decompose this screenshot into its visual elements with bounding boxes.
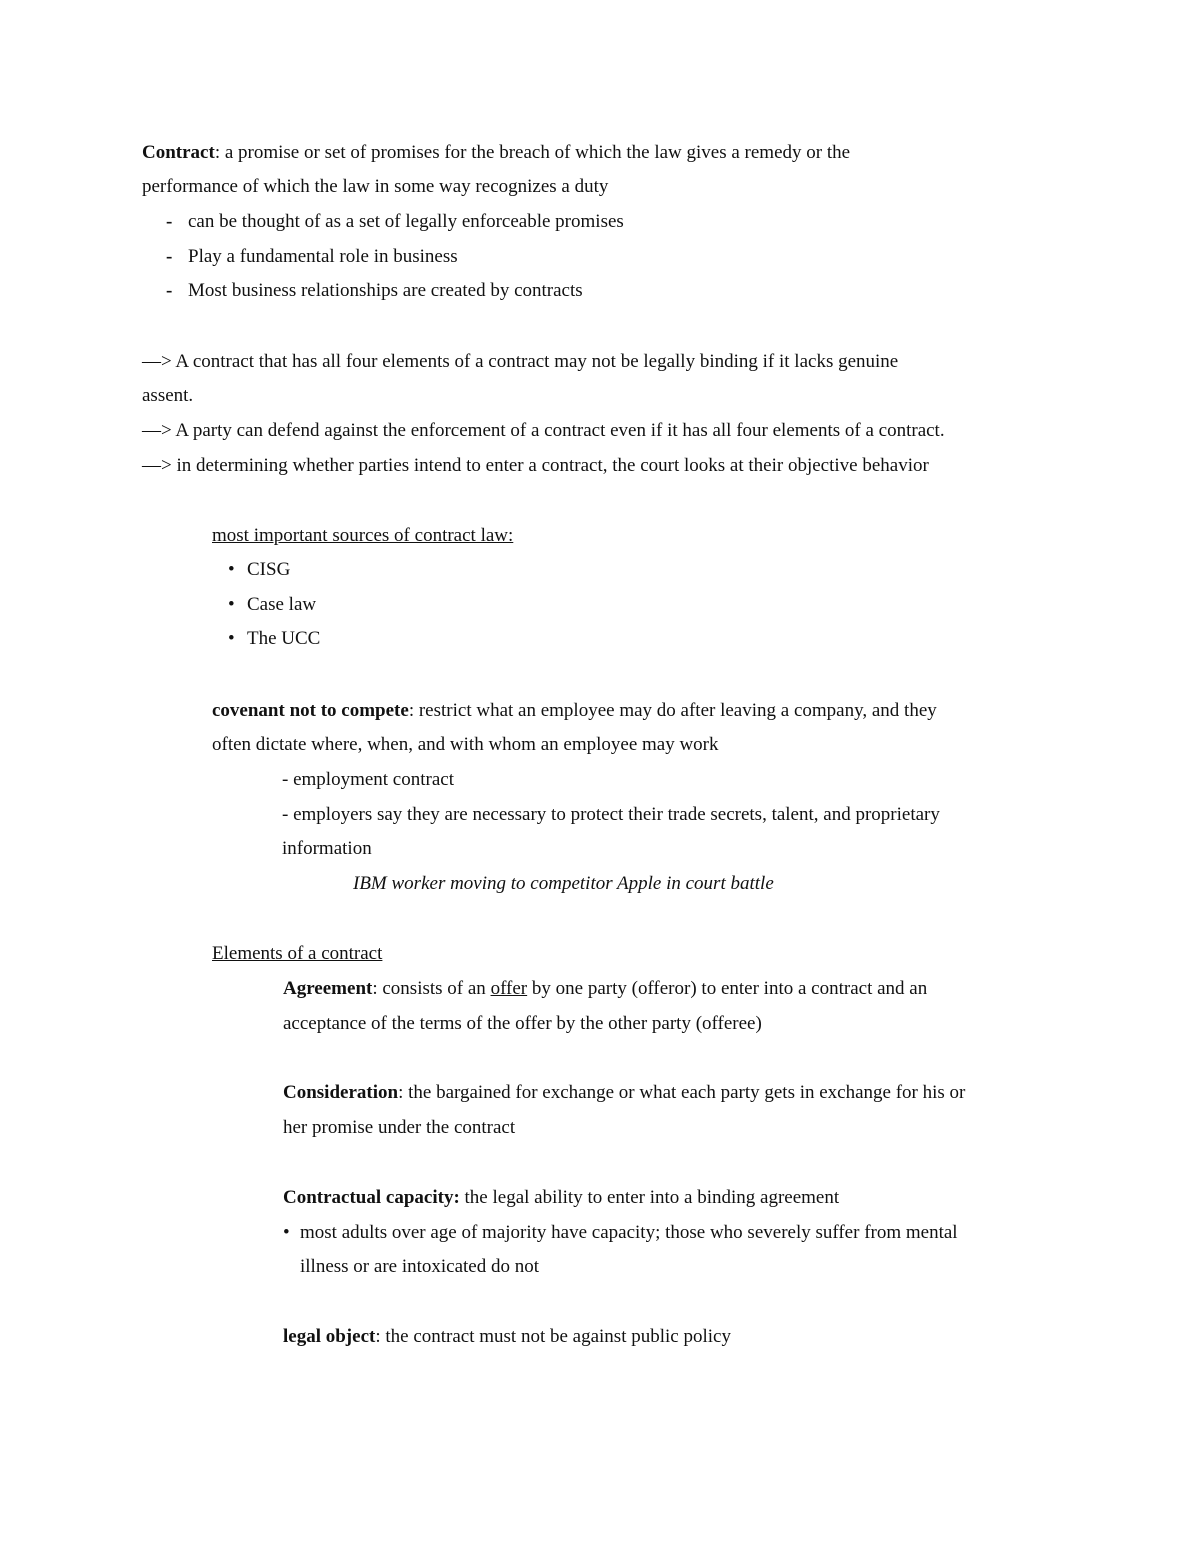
bullet-icon: • xyxy=(228,628,235,649)
covenant-sub-item-1: - employment contract xyxy=(282,769,454,790)
arrow-statement-2: —> A party can defend against the enforcement of a contract even if it has all four elements of a contract. xyxy=(142,420,945,441)
legal-object-term: legal object xyxy=(283,1326,376,1347)
bullet-icon: • xyxy=(228,559,235,580)
capacity-term: Contractual capacity: xyxy=(283,1187,460,1208)
capacity-line-1: Contractual capacity: the legal ability to enter into a binding agreement xyxy=(283,1187,840,1208)
legal-object-line: legal object: the contract must not be against public policy xyxy=(283,1326,731,1347)
covenant-sub-item-2-line-2: information xyxy=(282,838,372,859)
agreement-term: Agreement xyxy=(283,978,373,999)
consideration-line-2: her promise under the contract xyxy=(283,1117,516,1138)
dash-bullet-icon: - xyxy=(166,246,173,267)
dash-bullet-icon: - xyxy=(166,280,173,301)
dash-bullet-icon: - xyxy=(166,211,173,232)
consideration-line-1: Consideration: the bargained for exchange or what each party gets in exchange for his or xyxy=(283,1082,966,1103)
agreement-line-2: acceptance of the terms of the offer by the other party (offeree) xyxy=(283,1013,762,1034)
contract-definition-line-1: Contract: a promise or set of promises for the breach of which the law gives a remedy or the xyxy=(142,142,851,163)
consideration-term: Consideration xyxy=(283,1082,399,1103)
covenant-example: IBM worker moving to competitor Apple in court battle xyxy=(353,873,774,894)
covenant-definition-line-1: covenant not to compete: restrict what an employee may do after leaving a company, and they xyxy=(212,700,937,721)
agreement-line-1: Agreement: consists of an offer by one party (offeror) to enter into a contract and an xyxy=(283,978,928,999)
covenant-definition-line-2: often dictate where, when, and with whom an employee may work xyxy=(212,734,719,755)
contract-definition-line-2: performance of which the law in some way recognizes a duty xyxy=(142,176,609,197)
bullet-icon: • xyxy=(228,594,235,615)
covenant-sub-item-2-line-1: - employers say they are necessary to protect their trade secrets, talent, and proprietary xyxy=(282,804,940,825)
arrow-statement-1-line-2: assent. xyxy=(142,385,194,406)
arrow-statement-3: —> in determining whether parties intend to enter a contract, the court looks at their objective behavior xyxy=(142,455,929,476)
bullet-icon: • xyxy=(283,1222,290,1243)
covenant-term: covenant not to compete xyxy=(212,700,409,721)
capacity-bullet-line-2: illness or are intoxicated do not xyxy=(300,1256,540,1277)
elements-heading: Elements of a contract xyxy=(212,943,383,964)
sources-heading: most important sources of contract law: xyxy=(212,525,514,546)
contract-term: Contract xyxy=(142,142,215,163)
offer-term: offer xyxy=(490,978,528,999)
arrow-statement-1-line-1: —> A contract that has all four elements of a contract may not be legally binding if it lacks genuine xyxy=(142,351,899,372)
